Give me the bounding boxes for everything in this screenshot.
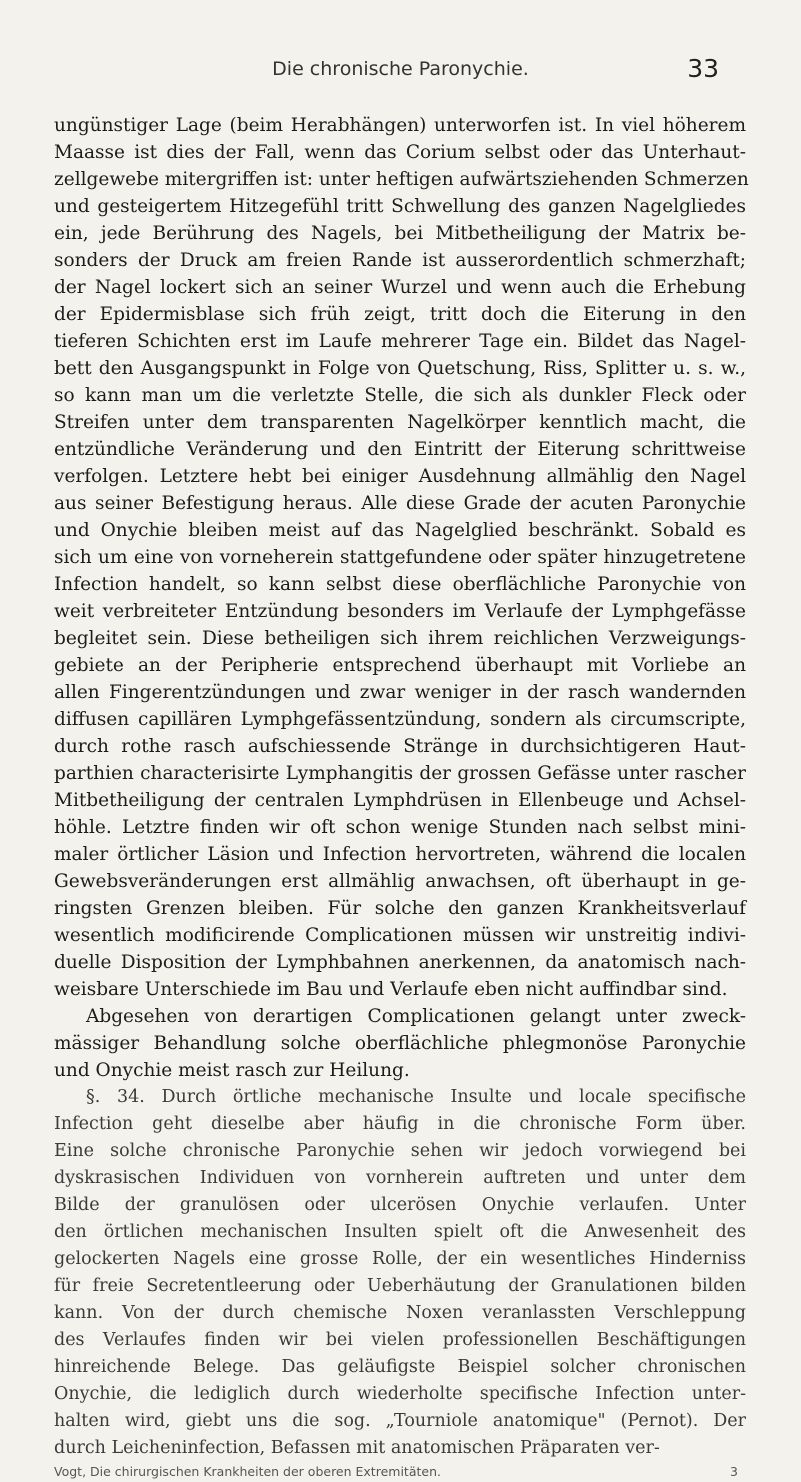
text-line: §. 34. Durch örtliche mechanische Insulte und locale specifische [86,1087,746,1107]
text-line: Abgesehen von derartigen Complicationen gelangt unter zweck- [86,1006,746,1027]
text-line: der Epidermisblase sich früh zeigt, tritt doch die Eiterung in den [54,304,746,325]
signature-mark: 3 [730,1464,738,1479]
text-line: zellgewebe mitergriffen ist: unter heftigen aufwärtsziehenden Schmerzen [54,169,749,190]
text-line: verfolgen. Letztere hebt bei einiger Ausdehnung allmählig den Nagel [54,466,746,487]
text-line: dyskrasischen Individuen von vornherein auftreten und unter dem [54,1168,746,1188]
text-line: Streifen unter dem transparenten Nagelkörper kenntlich macht, die [54,412,746,433]
section-34 [54,1084,746,1462]
text-line: der Nagel lockert sich an seiner Wurzel und wenn auch die Erhebung [54,277,746,298]
text-line: Mitbetheiligung der centralen Lymphdrüsen in Ellenbeuge und Achsel- [54,790,746,811]
text-line: kann. Von der durch chemische Noxen veranlassten Verschleppung [54,1303,746,1323]
footer-text: Vogt, Die chirurgischen Krankheiten der oberen Extremitäten. [54,1464,441,1479]
text-line: ungünstiger Lage (beim Herabhängen) unterworfen ist. In viel höherem [54,115,746,136]
text-line: sonders der Druck am freien Rande ist ausserordentlich schmerzhaft; [54,250,746,271]
text-line: Bilde der granulösen oder ulcerösen Onychie verlaufen. Unter [54,1195,746,1215]
text-line: sich um eine von vorneherein stattgefundene oder später hinzugetretene [54,547,746,568]
text-line: für freie Secretentleerung oder Ueberhäutung der Granulationen bilden [54,1276,746,1296]
text-line: den örtlichen mechanischen Insulten spielt oft die Anwesenheit des [54,1222,746,1242]
text-line: entzündliche Veränderung und den Eintritt der Eiterung schrittweise [54,439,746,460]
text-line: diffusen capillären Lymphgefässentzündung, sondern als circumscripte, [54,709,746,730]
body-text [54,112,749,1482]
text-line: Infection handelt, so kann selbst diese oberflächliche Paronychie von [54,574,746,595]
text-line: maler örtlicher Läsion und Infection hervortreten, während die localen [54,844,746,865]
running-title: Die chronische Paronychie. [272,58,529,80]
text-line: weit verbreiteter Entzündung besonders im Verlaufe der Lymphgefässe [54,601,746,622]
text-line: tieferen Schichten erst im Laufe mehrerer Tage ein. Bildet das Nagel- [54,331,746,352]
text-line: allen Fingerentzündungen und zwar weniger in der rasch wandernden [54,682,746,703]
text-line: aus seiner Befestigung heraus. Alle diese Grade der acuten Paronychie [54,493,746,514]
text-line: hinreichende Belege. Das geläufigste Beispiel solcher chronischen [54,1357,746,1377]
text-line: wesentlich modificirende Complicationen müssen wir unstreitig indivi- [54,925,746,946]
text-line: durch rothe rasch aufschiessende Stränge in durchsichtigeren Haut- [54,736,746,757]
text-line: begleitet sein. Diese betheiligen sich ihrem reichlichen Verzweigungs- [54,628,746,649]
text-line: und Onychie bleiben meist auf das Nagelglied beschränkt. Sobald es [54,520,746,541]
footer-line [54,1462,746,1482]
text-line: bett den Ausgangspunkt in Folge von Quetschung, Riss, Splitter u. s. w., [54,358,746,379]
text-line: Onychie, die lediglich durch wiederholte specifische Infection unter- [54,1384,746,1404]
text-line: Eine solche chronische Paronychie sehen wir jedoch vorwiegend bei [54,1141,746,1161]
text-line: Gewebsveränderungen erst allmählig anwachsen, oft überhaupt in ge- [54,871,746,892]
paragraph-1 [54,112,749,1003]
text-line: Infection geht dieselbe aber häufig in die chronische Form über. [54,1114,746,1134]
text-line: höhle. Letztre finden wir oft schon wenige Stunden nach selbst mini- [54,817,746,838]
text-line: durch Leicheninfection, Befassen mit anatomischen Präparaten ver- [54,1438,660,1458]
paragraph-2 [54,1003,746,1084]
page-header [0,54,801,88]
text-line: halten wird, giebt uns die sog. „Tourniole anatomique" (Pernot). Der [54,1411,746,1431]
text-line: Maasse ist dies der Fall, wenn das Corium selbst oder das Unterhaut- [54,142,746,163]
text-line: des Verlaufes finden wir bei vielen professionellen Beschäftigungen [54,1330,746,1350]
text-line: weisbare Unterschiede im Bau und Verlaufe eben nicht auffindbar sind. [54,979,728,1000]
text-line: und gesteigertem Hitzegefühl tritt Schwellung des ganzen Nagelgliedes [54,196,746,217]
text-line: ein, jede Berührung des Nagels, bei Mitbetheiligung der Matrix be- [54,223,746,244]
text-line: und Onychie meist rasch zur Heilung. [54,1060,410,1081]
text-line: duelle Disposition der Lymphbahnen anerkennen, da anatomisch nach- [54,952,746,973]
page-number: 33 [687,54,719,83]
text-line: mässiger Behandlung solche oberflächliche phlegmonöse Paronychie [54,1033,746,1054]
text-line: parthien characterisirte Lymphangitis der grossen Gefässe unter rascher [54,763,746,784]
text-line: ringsten Grenzen bleiben. Für solche den ganzen Krankheitsverlauf [54,898,746,919]
text-line: gelockerten Nagels eine grosse Rolle, der ein wesentliches Hinderniss [54,1249,746,1269]
text-line: so kann man um die verletzte Stelle, die sich als dunkler Fleck oder [54,385,746,406]
text-line: gebiete an der Peripherie entsprechend überhaupt mit Vorliebe an [54,655,746,676]
